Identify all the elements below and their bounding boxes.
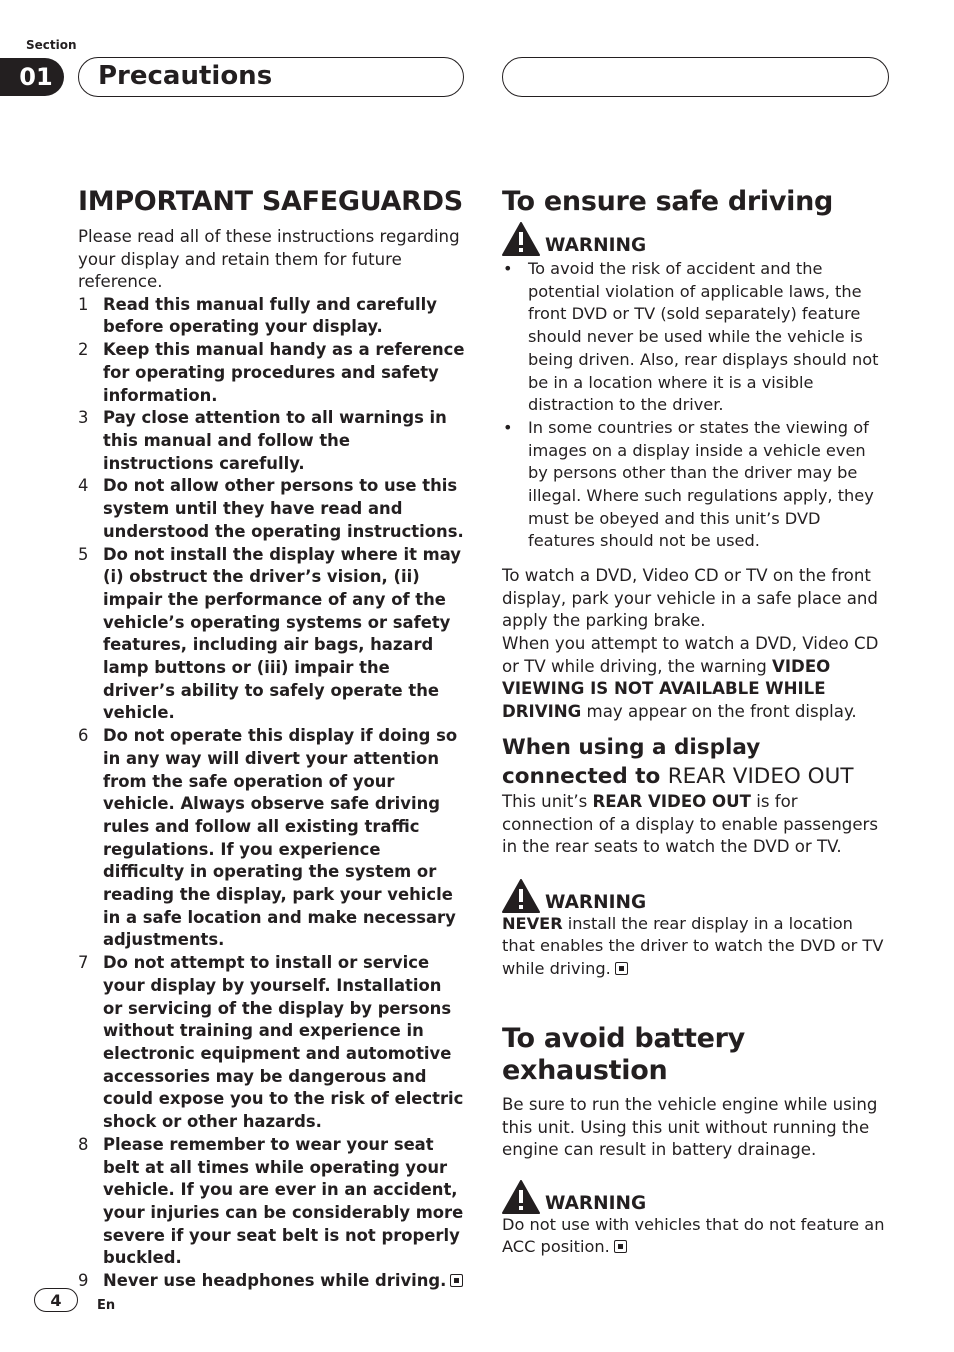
safe-driving-paragraph-1: To watch a DVD, Video CD or TV on the front display, park your vehicle in a safe place and apply the parking brake. xyxy=(502,566,878,631)
para-bold-text: VIDEO VIEWING IS NOT AVAILABLE WHILE DRIVING xyxy=(502,656,831,721)
warning-bold-text: NEVER xyxy=(502,913,563,933)
item-number: 3 xyxy=(78,408,89,428)
heading-normal-text: REAR VIDEO OUT xyxy=(667,764,854,789)
item-text: Read this manual fully and carefully before operating your display. xyxy=(103,294,437,337)
para-text: When you attempt to watch a DVD, Video CD or TV while driving, the warning xyxy=(502,633,879,676)
safe-driving-paragraph-2 xyxy=(502,633,890,723)
bullet-icon: • xyxy=(503,259,513,278)
para-bold-text: REAR VIDEO OUT xyxy=(592,792,751,811)
item-text: Do not install the display where it may (i) obstruct the driver’s vision, (ii) impair the performance of any of the vehicle’s operating systems or safety features, including air bags, hazard lamp buttons or (iii) impair the driver’s ability to safely operate the vehicle. xyxy=(103,544,461,723)
warning-header xyxy=(502,218,890,256)
bullet-text: To avoid the risk of accident and the potential violation of applicable laws, the front DVD or TV (sold separately) feature should never be used while the vehicle is being driven. Also, rear displays should not be in a location where it is a visible distraction to the driver. xyxy=(528,259,879,415)
para-text: may appear on the front display. xyxy=(581,701,857,721)
item-number: 1 xyxy=(78,294,89,314)
end-mark-icon xyxy=(450,1274,463,1287)
item-number: 9 xyxy=(78,1271,89,1291)
bullet-icon: • xyxy=(503,417,513,437)
item-text-content: Never use headphones while driving. xyxy=(103,1271,447,1291)
warning-triangle-icon xyxy=(502,879,540,913)
item-number: 6 xyxy=(78,726,89,746)
warning-label: WARNING xyxy=(545,891,647,913)
rear-video-heading xyxy=(502,733,890,791)
list-item xyxy=(78,952,466,1134)
safe-driving-bullets xyxy=(502,258,890,553)
list-item xyxy=(78,1134,466,1270)
safeguards-intro: Please read all of these instructions regarding your display and retain them for future reference. xyxy=(78,227,460,292)
rear-video-warning-text xyxy=(502,913,890,981)
end-mark-icon xyxy=(614,1240,627,1253)
list-item xyxy=(78,339,466,407)
end-mark-icon xyxy=(615,962,628,975)
empty-header-frame xyxy=(502,57,889,97)
warning-text: Do not use with vehicles that do not feature an ACC position. xyxy=(502,1214,885,1257)
item-text: Keep this manual handy as a reference for operating procedures and safety information. xyxy=(103,340,465,405)
item-text: Pay close attention to all warnings in this manual and follow the instructions carefully. xyxy=(103,408,447,473)
section-number-badge: 01 xyxy=(0,58,64,96)
battery-section xyxy=(502,1023,890,1259)
para-text: This unit’s xyxy=(502,792,593,811)
item-text: Do not attempt to install or service your display by yourself. Installation or servicing of the display by persons without training and experience in electronic equipment and automotive accessories may be dangerous and could expose you to the risk of electric shock or other hazards. xyxy=(103,953,464,1132)
battery-text: Be sure to run the vehicle engine while using this unit. Using this unit without running the engine can result in battery drainage. xyxy=(502,1095,878,1160)
warning-label: WARNING xyxy=(545,1192,647,1214)
rear-video-section xyxy=(502,733,890,981)
item-number: 2 xyxy=(78,340,89,360)
heading-bold-text: When using a display connected to xyxy=(502,735,761,789)
item-number: 7 xyxy=(78,953,89,973)
section-label: Section xyxy=(26,38,77,52)
page-title: Precautions xyxy=(98,61,273,91)
list-item xyxy=(78,1270,466,1293)
warning-text: install the rear display in a location that enables the driver to watch the DVD or TV while driving. xyxy=(502,913,884,978)
page-number: 4 xyxy=(34,1288,78,1312)
item-number: 4 xyxy=(78,476,89,496)
list-item xyxy=(78,725,466,952)
safe-driving-section xyxy=(502,186,890,723)
list-item xyxy=(502,258,890,417)
warning-label: WARNING xyxy=(545,235,647,256)
para-text: is for connection of a display to enable passengers in the rear seats to watch the DVD or TV. xyxy=(502,792,878,857)
rear-video-text xyxy=(502,791,890,859)
list-item xyxy=(78,407,466,475)
safeguards-list xyxy=(78,294,466,1293)
item-number: 8 xyxy=(78,1134,89,1154)
list-item xyxy=(78,475,466,543)
item-number: 5 xyxy=(78,544,89,564)
warning-triangle-icon xyxy=(502,222,540,256)
list-item xyxy=(78,544,466,726)
list-item xyxy=(78,294,466,339)
item-text xyxy=(103,1270,466,1293)
safe-driving-heading: To ensure safe driving xyxy=(502,186,834,217)
warning-header xyxy=(502,1176,890,1214)
language-label: En xyxy=(97,1298,116,1313)
item-text: Do not operate this display if doing so in any way will divert your attention from the safe operation of your vehicle. Always observe safe driving rules and follow all existing traffic regulations. If you experience difficulty in operating the system or reading the display, park your vehicle in a safe location and make necessary adjustments. xyxy=(103,726,458,950)
item-text: Please remember to wear your seat belt at all times while operating your vehicle. If you are ever in an accident, your injuries can be considerably more severe if your seat belt is not properly buckled. xyxy=(103,1134,464,1268)
warning-header xyxy=(502,875,890,913)
bullet-text: In some countries or states the viewing of images on a display inside a vehicle even by persons other than the driver may be illegal. Where such regulations apply, they must be obeyed and this unit’s DVD features should not be used. xyxy=(528,417,874,551)
item-text: Do not allow other persons to use this system until they have read and understood the operating instructions. xyxy=(103,476,464,541)
battery-heading: To avoid battery exhaustion xyxy=(502,1023,745,1086)
important-safeguards-section xyxy=(78,186,466,1293)
important-safeguards-heading: IMPORTANT SAFEGUARDS xyxy=(78,186,463,217)
list-item xyxy=(502,417,890,553)
battery-warning-text xyxy=(502,1214,890,1259)
warning-triangle-icon xyxy=(502,1180,540,1214)
